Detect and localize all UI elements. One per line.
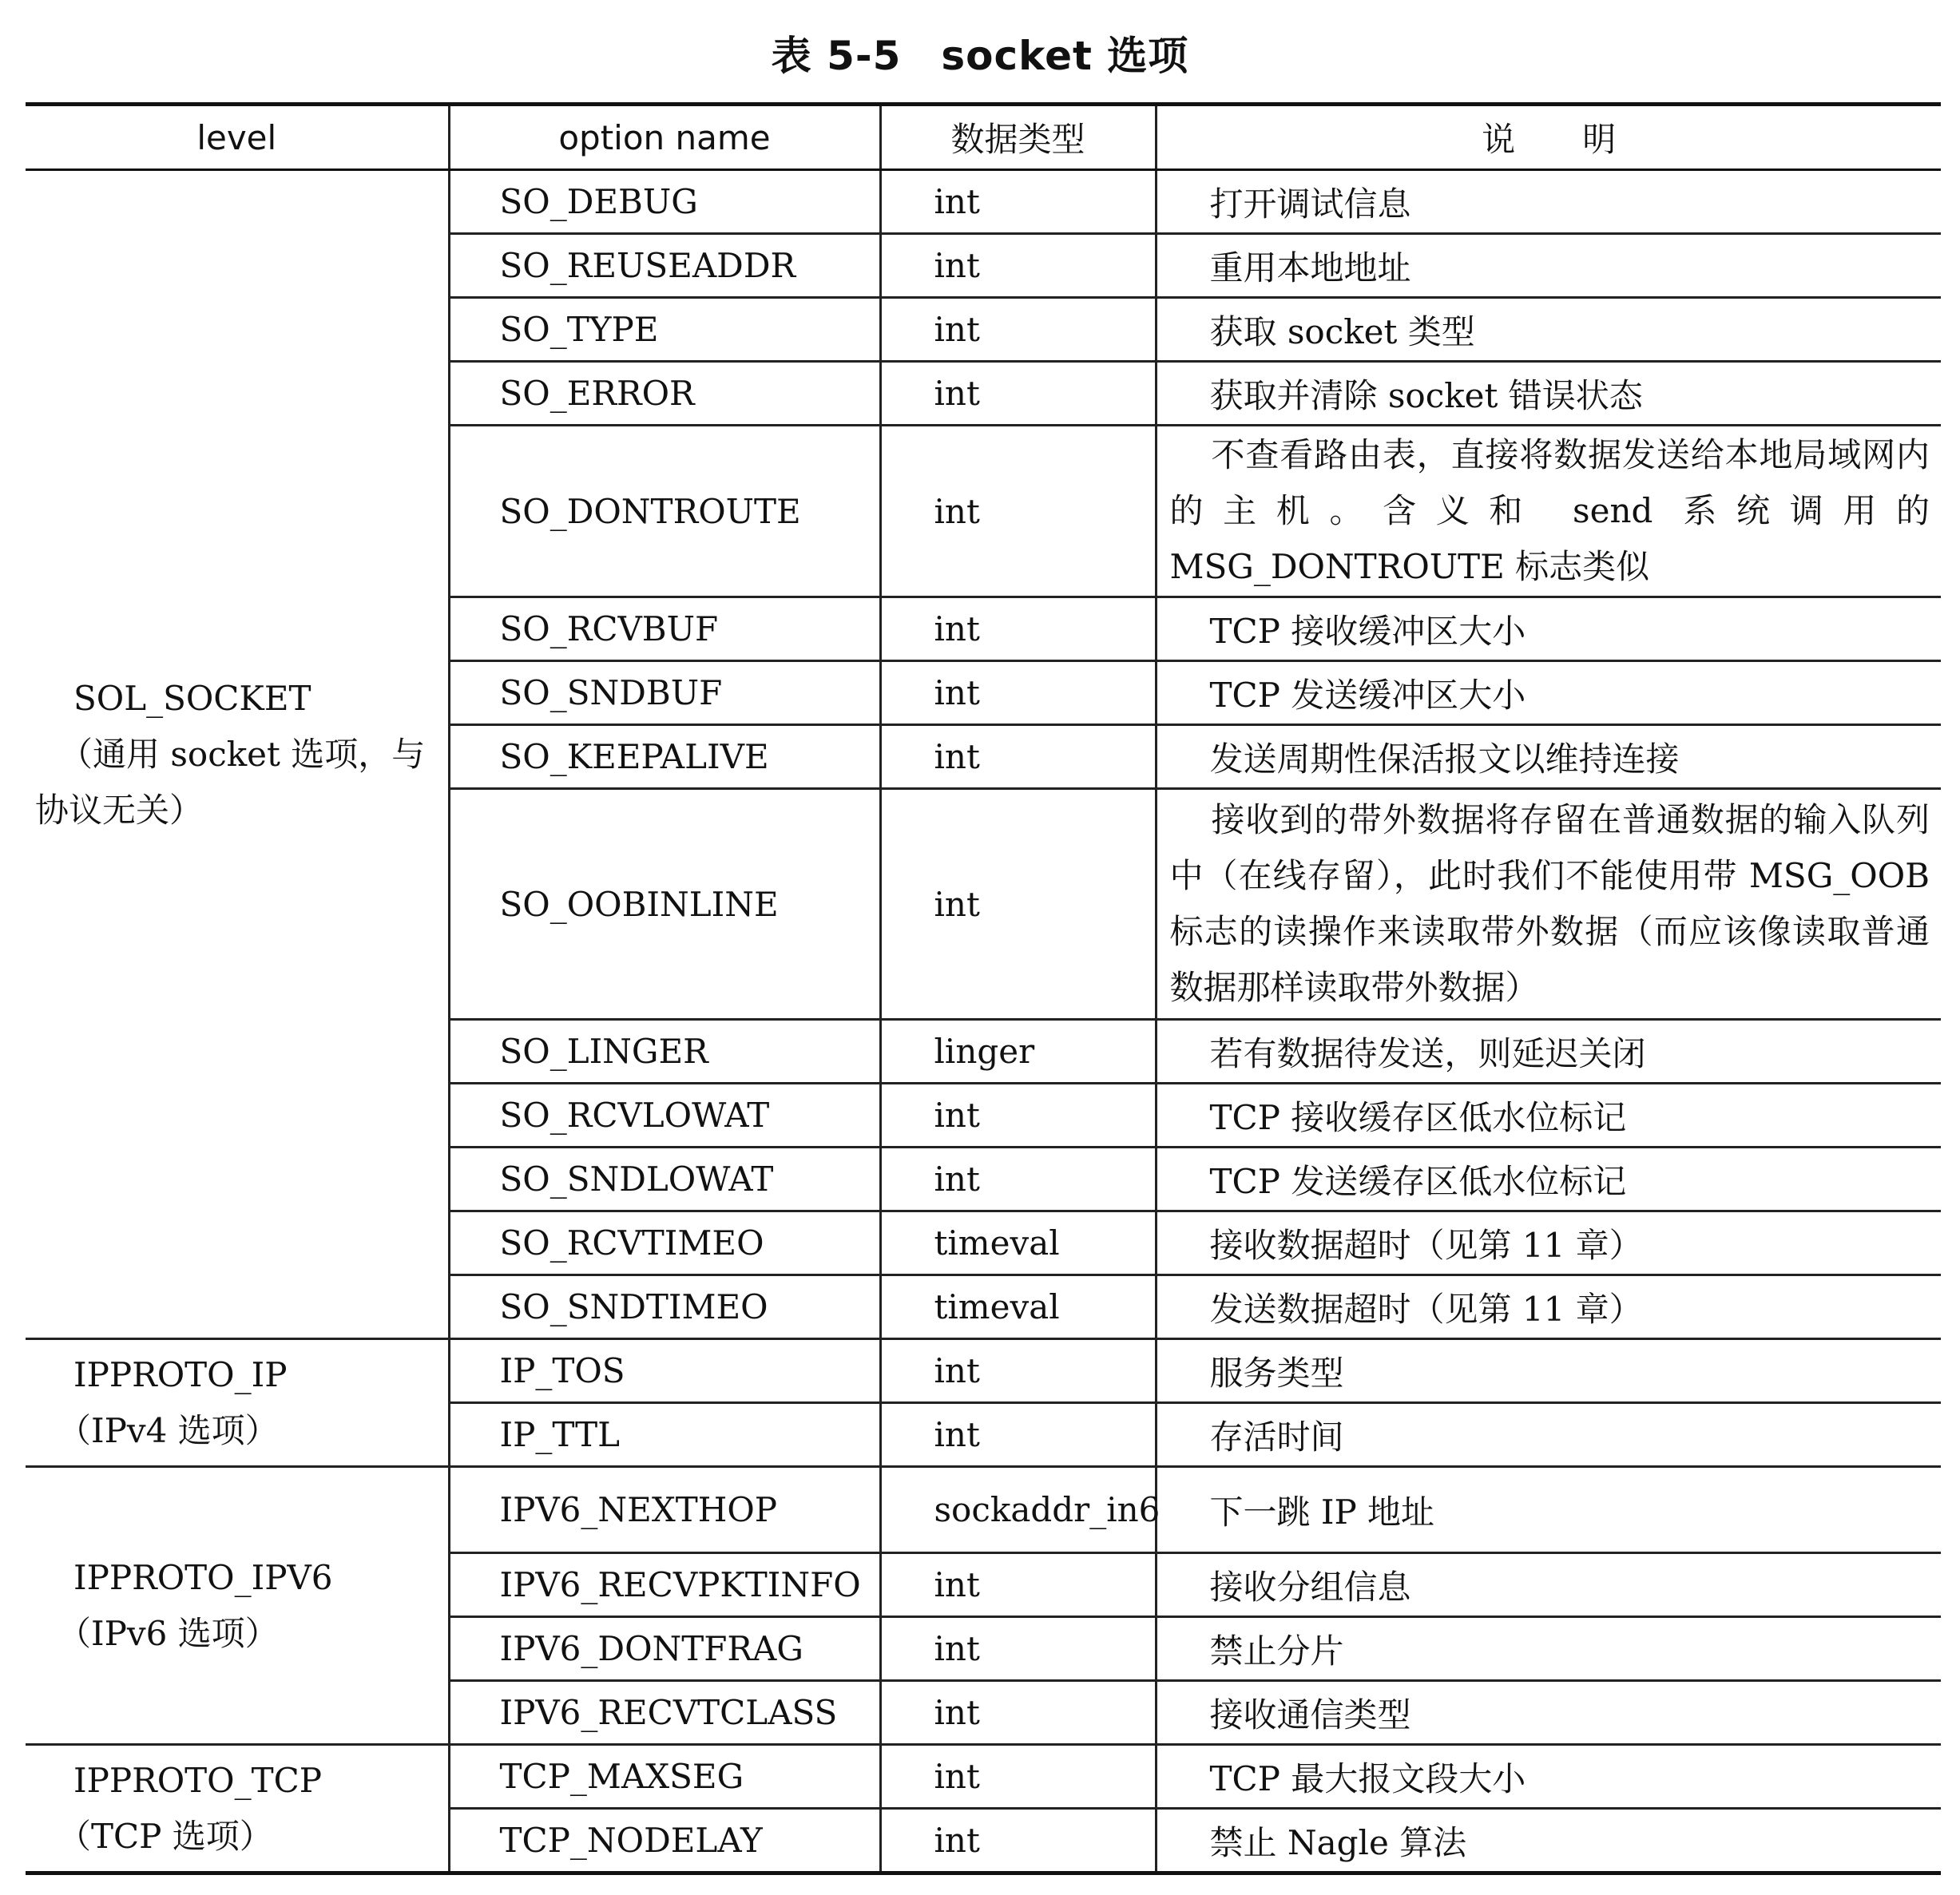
data-type: int (880, 1745, 1156, 1809)
table-row (26, 1467, 1941, 1553)
data-type: int (880, 426, 1156, 597)
level-cell-ipproto-ip (26, 1339, 449, 1467)
description: 若有数据待发送，则延迟关闭 (1156, 1020, 1941, 1084)
description: 获取 socket 类型 (1156, 298, 1941, 362)
option-name: SO_SNDLOWAT (449, 1148, 880, 1211)
level-note: （IPv6 选项） (58, 1613, 279, 1653)
data-type: timeval (880, 1211, 1156, 1275)
data-type: int (880, 661, 1156, 725)
option-name: SO_RCVTIMEO (449, 1211, 880, 1275)
header-description: 说 明 (1156, 105, 1941, 170)
table-row (26, 170, 1941, 234)
option-name: IPV6_RECVTCLASS (449, 1681, 880, 1745)
data-type: sockaddr_in6 (880, 1467, 1156, 1553)
description: 禁止 Nagle 算法 (1156, 1809, 1941, 1873)
header-level: level (26, 105, 449, 170)
data-type: int (880, 597, 1156, 661)
description: 发送数据超时（见第 11 章） (1156, 1275, 1941, 1339)
option-name: SO_ERROR (449, 362, 880, 426)
table-row (26, 1339, 1941, 1403)
level-cell-ipproto-tcp (26, 1745, 449, 1873)
option-name: SO_DONTROUTE (449, 426, 880, 597)
description: 打开调试信息 (1156, 170, 1941, 234)
table-title: socket 选项 (941, 33, 1189, 79)
level-note: （通用 socket 选项，与 (59, 734, 426, 774)
description: TCP 接收缓存区低水位标记 (1156, 1084, 1941, 1148)
level-name: SOL_SOCKET (73, 678, 311, 718)
level-note-cont: 协议无关） (35, 790, 204, 830)
data-type: int (880, 1681, 1156, 1745)
description: 服务类型 (1156, 1339, 1941, 1403)
level-note: （IPv4 选项） (58, 1410, 279, 1450)
level-cell-ipproto-ipv6 (26, 1467, 449, 1745)
description: 下一跳 IP 地址 (1156, 1467, 1941, 1553)
option-name: IP_TOS (449, 1339, 880, 1403)
data-type: int (880, 789, 1156, 1020)
option-name: SO_LINGER (449, 1020, 880, 1084)
data-type: int (880, 1403, 1156, 1467)
description: 发送周期性保活报文以维持连接 (1156, 725, 1941, 789)
table-caption (0, 24, 1960, 81)
description: 不查看路由表，直接将数据发送给本地局域网内的主机。含义和 send 系统调用的 MSG_DONTROUTE 标志类似 (1156, 426, 1941, 597)
header-row (26, 105, 1941, 170)
option-name: SO_SNDTIMEO (449, 1275, 880, 1339)
table-row (26, 1745, 1941, 1809)
level-name: IPPROTO_IPV6 (73, 1557, 333, 1597)
description: 禁止分片 (1156, 1617, 1941, 1681)
socket-options-table (26, 102, 1941, 1875)
option-name: SO_OOBINLINE (449, 789, 880, 1020)
description: TCP 接收缓冲区大小 (1156, 597, 1941, 661)
option-name: SO_DEBUG (449, 170, 880, 234)
description: 接收通信类型 (1156, 1681, 1941, 1745)
table-number: 表 5-5 (771, 33, 902, 79)
description: 重用本地地址 (1156, 234, 1941, 298)
description: TCP 最大报文段大小 (1156, 1745, 1941, 1809)
data-type: int (880, 298, 1156, 362)
header-data-type: 数据类型 (880, 105, 1156, 170)
data-type: linger (880, 1020, 1156, 1084)
option-name: TCP_MAXSEG (449, 1745, 880, 1809)
option-name: IP_TTL (449, 1403, 880, 1467)
option-name: SO_SNDBUF (449, 661, 880, 725)
option-name: SO_KEEPALIVE (449, 725, 880, 789)
description: 存活时间 (1156, 1403, 1941, 1467)
data-type: int (880, 1553, 1156, 1617)
data-type: int (880, 1809, 1156, 1873)
option-name: SO_RCVBUF (449, 597, 880, 661)
option-name: SO_RCVLOWAT (449, 1084, 880, 1148)
data-type: int (880, 1617, 1156, 1681)
description: 接收数据超时（见第 11 章） (1156, 1211, 1941, 1275)
option-name: IPV6_RECVPKTINFO (449, 1553, 880, 1617)
data-type: int (880, 1148, 1156, 1211)
level-name: IPPROTO_IP (73, 1354, 288, 1394)
data-type: timeval (880, 1275, 1156, 1339)
option-name: IPV6_NEXTHOP (449, 1467, 880, 1553)
level-cell-sol-socket (26, 170, 449, 1339)
option-name: SO_TYPE (449, 298, 880, 362)
option-name: TCP_NODELAY (449, 1809, 880, 1873)
level-name: IPPROTO_TCP (73, 1760, 323, 1800)
description: 获取并清除 socket 错误状态 (1156, 362, 1941, 426)
description: TCP 发送缓存区低水位标记 (1156, 1148, 1941, 1211)
data-type: int (880, 725, 1156, 789)
data-type: int (880, 170, 1156, 234)
header-option-name: option name (449, 105, 880, 170)
description: TCP 发送缓冲区大小 (1156, 661, 1941, 725)
description: 接收到的带外数据将存留在普通数据的输入队列中（在线存留），此时我们不能使用带 MSG_OOB 标志的读操作来读取带外数据（而应该像读取普通数据那样读取带外数据） (1156, 789, 1941, 1020)
option-name: IPV6_DONTFRAG (449, 1617, 880, 1681)
data-type: int (880, 1339, 1156, 1403)
data-type: int (880, 1084, 1156, 1148)
data-type: int (880, 362, 1156, 426)
description: 接收分组信息 (1156, 1553, 1941, 1617)
level-note: （TCP 选项） (58, 1816, 273, 1856)
data-type: int (880, 234, 1156, 298)
option-name: SO_REUSEADDR (449, 234, 880, 298)
